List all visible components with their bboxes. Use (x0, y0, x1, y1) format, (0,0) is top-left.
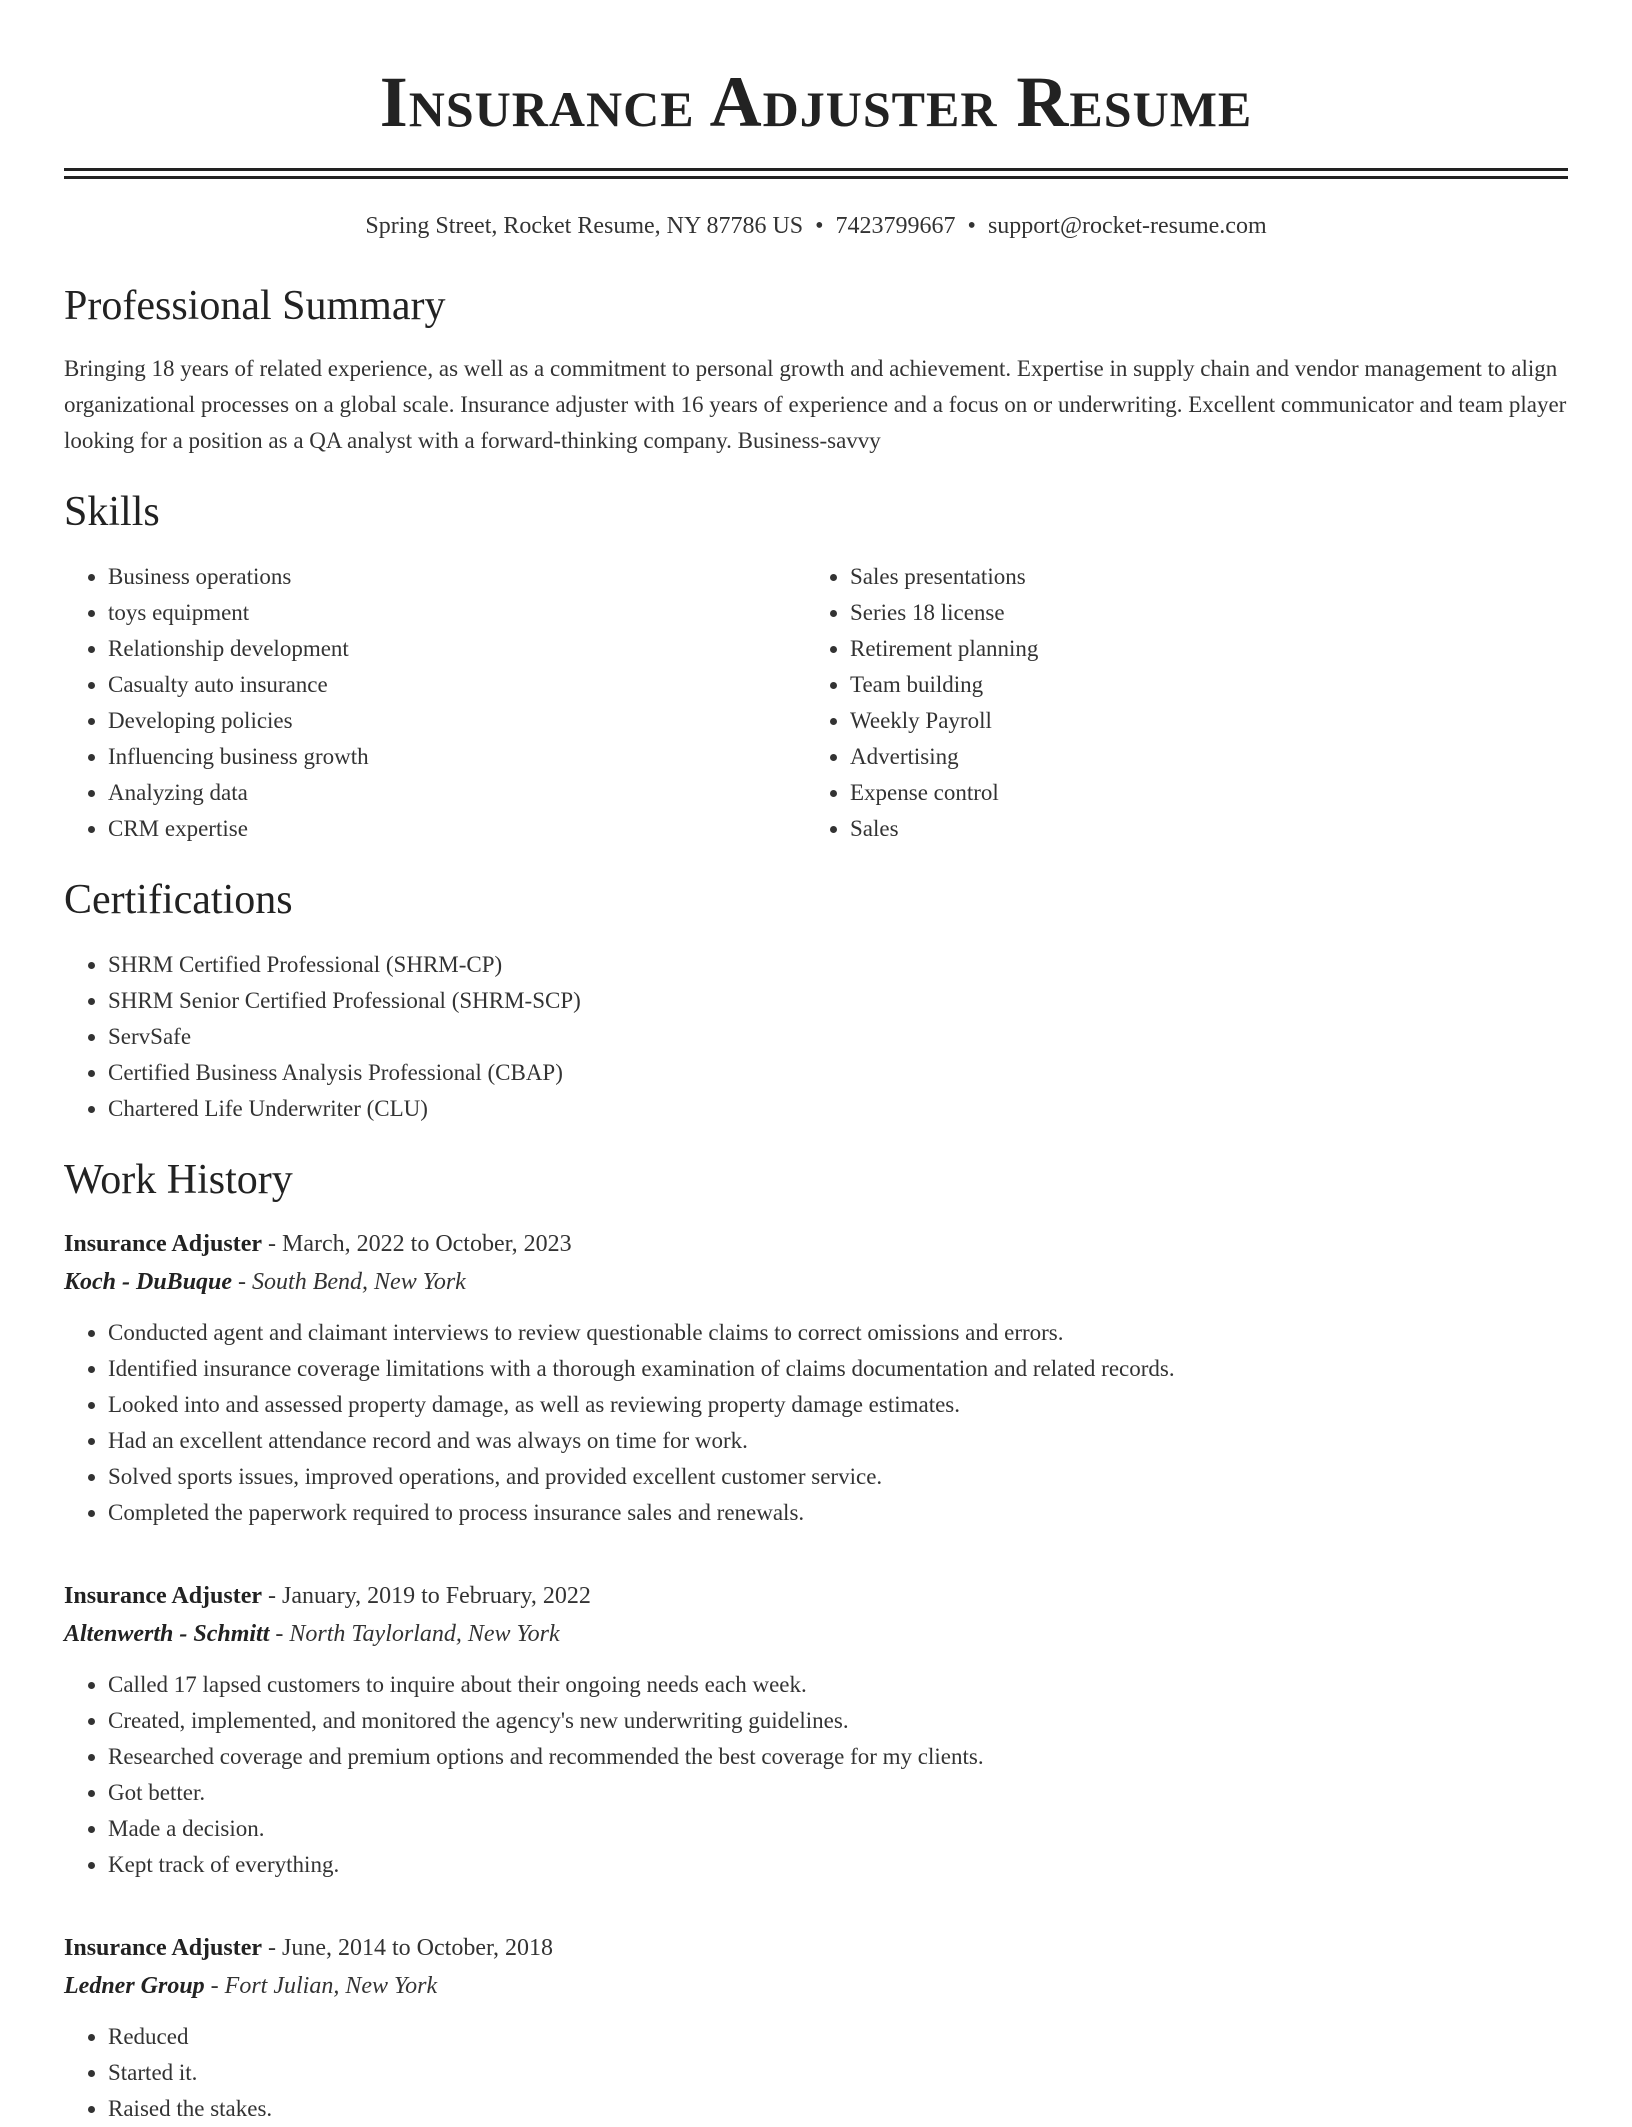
job-location: South Bend, New York (252, 1269, 466, 1295)
job-bullet: • Conducted agent and claimant interviews to review questionable claims to correct omissions and errors. (108, 1315, 1568, 1351)
contact-separator: • (815, 213, 824, 239)
job-company-line: Koch - DuBuque - South Bend, New York (64, 1269, 466, 1295)
job-bullets (64, 1315, 1568, 1531)
contact-line (64, 211, 1568, 241)
job-title-line: Insurance Adjuster - January, 2019 to February, 2022 (64, 1583, 591, 1609)
job-company: Altenwerth - Schmitt (64, 1621, 270, 1647)
job-company: Koch - DuBuque (64, 1269, 233, 1295)
job-bullet: • Identified insurance coverage limitations with a thorough examination of claims documentation and related records. (108, 1351, 1568, 1387)
certifications-heading: Certifications (64, 877, 293, 923)
skill-item: • CRM expertise (108, 811, 806, 847)
skill-item: • Advertising (850, 739, 1548, 775)
job-bullet: • Reduced (108, 2019, 1568, 2055)
job-dates: March, 2022 to October, 2023 (282, 1231, 572, 1257)
job-entry (64, 1577, 1568, 1883)
certification-item: • SHRM Certified Professional (SHRM-CP) (108, 947, 1568, 983)
job-bullet: • Completed the paperwork required to process insurance sales and renewals. (108, 1495, 1568, 1531)
skill-item: • Retirement planning (850, 631, 1548, 667)
job-bullet: • Got better. (108, 1775, 1568, 1811)
job-company-line: Ledner Group - Fort Julian, New York (64, 1973, 438, 1999)
job-bullet: • Created, implemented, and monitored the agency's new underwriting guidelines. (108, 1703, 1568, 1739)
job-bullets (64, 2019, 1568, 2127)
job-bullet: • Solved sports issues, improved operations, and provided excellent customer service. (108, 1459, 1568, 1495)
certification-item: • SHRM Senior Certified Professional (SHRM-SCP) (108, 983, 1568, 1019)
skill-item: • Developing policies (108, 703, 806, 739)
skill-item: • toys equipment (108, 595, 806, 631)
job-company: Ledner Group (64, 1973, 205, 1999)
job-bullet: • Researched coverage and premium options and recommended the best coverage for my clients. (108, 1739, 1568, 1775)
job-title-line: Insurance Adjuster - March, 2022 to October, 2023 (64, 1231, 572, 1257)
skill-item: • Relationship development (108, 631, 806, 667)
job-title: Insurance Adjuster (64, 1583, 263, 1609)
skill-item: • Team building (850, 667, 1548, 703)
certification-item: • ServSafe (108, 1019, 1568, 1055)
title-double-rule (64, 168, 1568, 179)
skills-heading: Skills (64, 489, 160, 535)
contact-address: Spring Street, Rocket Resume, NY 87786 US (365, 213, 804, 239)
certification-item: • Chartered Life Underwriter (CLU) (108, 1091, 1568, 1127)
summary-heading: Professional Summary (64, 283, 446, 329)
skills-columns (64, 559, 1568, 847)
contact-email: support@rocket-resume.com (987, 213, 1267, 239)
job-bullet: • Looked into and assessed property damage, as well as reviewing property damage estimates. (108, 1387, 1568, 1423)
job-title-line: Insurance Adjuster - June, 2014 to October, 2018 (64, 1935, 554, 1961)
certifications-list (64, 947, 1568, 1127)
job-bullet: • Raised the stakes. (108, 2091, 1568, 2127)
job-bullet: • Kept track of everything. (108, 1847, 1568, 1883)
skills-column-right (806, 559, 1548, 847)
skills-column-left (64, 559, 806, 847)
skill-item: • Expense control (850, 775, 1548, 811)
skill-item: • Influencing business growth (108, 739, 806, 775)
contact-separator: • (967, 213, 976, 239)
job-title: Insurance Adjuster (64, 1935, 263, 1961)
job-bullet: • Made a decision. (108, 1811, 1568, 1847)
skill-item: • Analyzing data (108, 775, 806, 811)
job-bullets (64, 1667, 1568, 1883)
summary-text: Bringing 18 years of related experience, as well as a commitment to personal growth and achievement. Expertise in supply chain and vendor management to align organizational processes on a global scale. Insurance adjuster with 16 years of experience and a focus on or underwriting. Excellent communicator and team player looking for a position as a QA analyst with a forward-thinking company. Business-savvy (64, 356, 1567, 453)
job-dates: June, 2014 to October, 2018 (282, 1935, 554, 1961)
job-company-line: Altenwerth - Schmitt - North Taylorland, New York (64, 1621, 560, 1647)
contact-phone: 7423799667 (835, 213, 956, 239)
job-location: Fort Julian, New York (224, 1973, 438, 1999)
skill-item: • Series 18 license (850, 595, 1548, 631)
job-location: North Taylorland, New York (289, 1621, 560, 1647)
skill-item: • Casualty auto insurance (108, 667, 806, 703)
skill-item: • Weekly Payroll (850, 703, 1548, 739)
skills-list-right (806, 559, 1548, 847)
page-title: Insurance Adjuster Resume (379, 62, 1253, 142)
job-bullet: • Started it. (108, 2055, 1568, 2091)
certification-item: • Certified Business Analysis Professional (CBAP) (108, 1055, 1568, 1091)
job-entry (64, 1225, 1568, 1531)
skill-item: • Sales (850, 811, 1548, 847)
job-entry (64, 1929, 1568, 2127)
job-bullet: • Had an excellent attendance record and was always on time for work. (108, 1423, 1568, 1459)
skills-list-left (64, 559, 806, 847)
resume-page (64, 0, 1568, 2127)
work-history-heading: Work History (64, 1157, 293, 1203)
skill-item: • Business operations (108, 559, 806, 595)
job-title: Insurance Adjuster (64, 1231, 263, 1257)
skill-item: • Sales presentations (850, 559, 1548, 595)
job-bullet: • Called 17 lapsed customers to inquire about their ongoing needs each week. (108, 1667, 1568, 1703)
job-dates: January, 2019 to February, 2022 (282, 1583, 591, 1609)
